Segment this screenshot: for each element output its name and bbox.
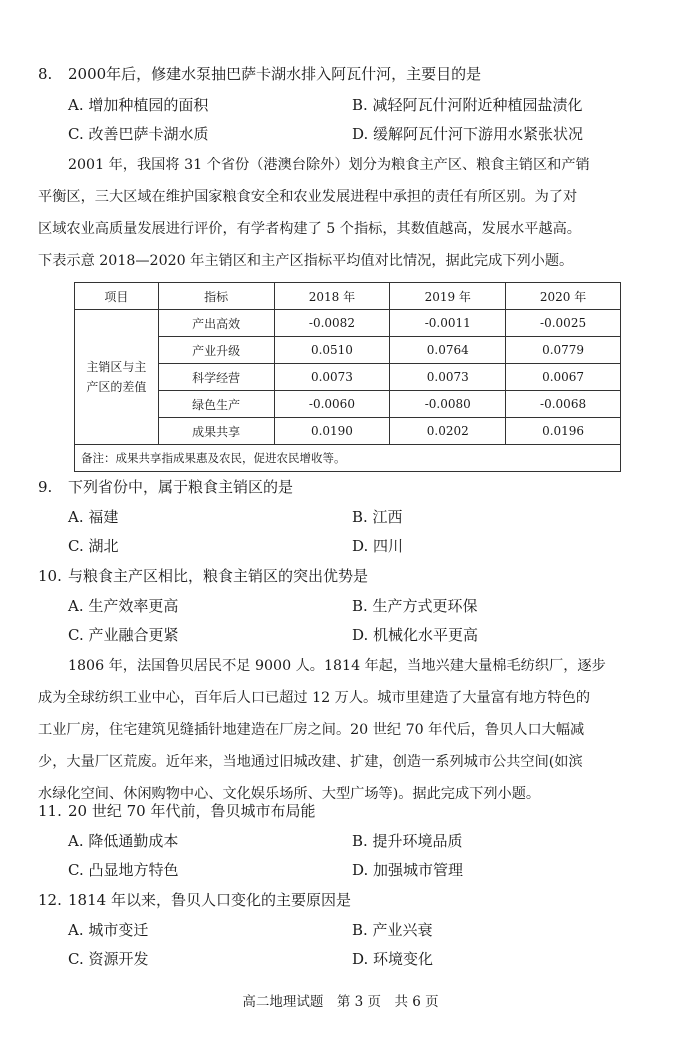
- q12-option-c: C. 资源开发: [68, 950, 149, 968]
- q12-option-b: B. 产业兴衰: [352, 921, 433, 939]
- header-cell: 指标: [158, 283, 274, 310]
- q10-option-d: D. 机械化水平更高: [352, 626, 479, 644]
- question-number: 8.: [38, 65, 53, 83]
- question-10-stem: 10. 与粮食主产区相比，粮食主销区的突出优势是: [38, 567, 369, 585]
- table-row: 科学经营 0.0073 0.0073 0.0067: [75, 364, 621, 391]
- header-cell: 2020 年: [506, 283, 621, 310]
- indicator-table: [74, 282, 621, 472]
- q11-option-c: C. 凸显地方特色: [68, 861, 179, 879]
- q12-option-a: A. 城市变迁: [68, 921, 149, 939]
- table-row: 产业升级 0.0510 0.0764 0.0779: [75, 337, 621, 364]
- q8-option-c: C. 改善巴萨卡湖水质: [68, 125, 209, 143]
- q11-option-d: D. 加强城市管理: [352, 861, 464, 879]
- table-note: 备注：成果共享指成果惠及农民，促进农民增收等。: [75, 445, 621, 472]
- q10-option-c: C. 产业融合更紧: [68, 626, 179, 644]
- q11-option-b: B. 提升环境品质: [352, 832, 463, 850]
- context-paragraph-2: 1806 年，法国鲁贝居民不足 9000 人。1814 年起，当地兴建大量棉毛纺织厂，逐步 成为全球纺织工业中心，百年后人口已超过 12 万人。城市里建造了大量富有地方特色的 工业厂房，住宅建筑见缝插针地建造在厂房之间。20 世纪 70 年代后，鲁贝人口大幅减 少，大量厂区荒废。近年来，当地通过旧城改建、扩建，创造一系列城市公共空间(如滨 水绿化空间、休闲购物中心、文化娱乐场所、大型广场等)。据此完成下列小题。: [38, 658, 606, 802]
- page-footer: 高二地理试题 第 3 页 共 6 页: [242, 994, 439, 1010]
- group-label-cell: 主销区与主 产区的差值: [75, 310, 159, 445]
- table-header-row: [75, 283, 621, 310]
- header-cell: 2019 年: [390, 283, 506, 310]
- q10-option-a: A. 生产效率更高: [68, 597, 179, 615]
- q9-option-d: D. 四川: [352, 537, 404, 555]
- q8-option-d: D. 缓解阿瓦什河下游用水紧张状况: [352, 125, 584, 143]
- question-12-stem: 12. 1814 年以来，鲁贝人口变化的主要原因是: [38, 891, 351, 909]
- question-9-stem: 9. 下列省份中，属于粮食主销区的是: [38, 478, 294, 496]
- q12-option-d: D. 环境变化: [352, 950, 434, 968]
- question-8-stem: 8. 2000年后，修建水泵抽巴萨卡湖水排入阿瓦什河，主要目的是: [38, 65, 482, 83]
- table-row: 主销区与主 产区的差值 产出高效 -0.0082 -0.0011 -0.0025: [75, 310, 621, 337]
- q11-option-a: A. 降低通勤成本: [68, 832, 179, 850]
- header-cell: 项目: [75, 283, 159, 310]
- question-number: 12.: [38, 891, 62, 909]
- q9-option-a: A. 福建: [68, 508, 119, 526]
- q8-option-a: A. 增加种植园的面积: [68, 96, 209, 114]
- context-paragraph-1: 2001 年，我国将 31 个省份（港澳台除外）划分为粮食主产区、粮食主销区和产销 平衡区，三大区域在维护国家粮食安全和农业发展进程中承担的责任有所区别。为了对 区域农业高质量发展进行评价，有学者构建了 5 个指标，其数值越高，发展水平越高。 下表示意 2018—2020 年主销区和主产区指标平均值对比情况，据此完成下列小题。: [38, 157, 590, 269]
- q9-option-b: B. 江西: [352, 508, 403, 526]
- header-cell: 2018 年: [274, 283, 390, 310]
- table-row: 成果共享 0.0190 0.0202 0.0196: [75, 418, 621, 445]
- q10-option-b: B. 生产方式更环保: [352, 597, 478, 615]
- question-number: 10.: [38, 567, 62, 585]
- question-11-stem: 11. 20 世纪 70 年代前，鲁贝城市布局能: [38, 802, 316, 820]
- q8-option-b: B. 减轻阿瓦什河附近种植园盐渍化: [352, 96, 583, 114]
- table-row: 绿色生产 -0.0060 -0.0080 -0.0068: [75, 391, 621, 418]
- q9-option-c: C. 湖北: [68, 537, 119, 555]
- question-number: 11.: [38, 802, 62, 820]
- question-number: 9.: [38, 478, 53, 496]
- table-note-row: [75, 445, 621, 472]
